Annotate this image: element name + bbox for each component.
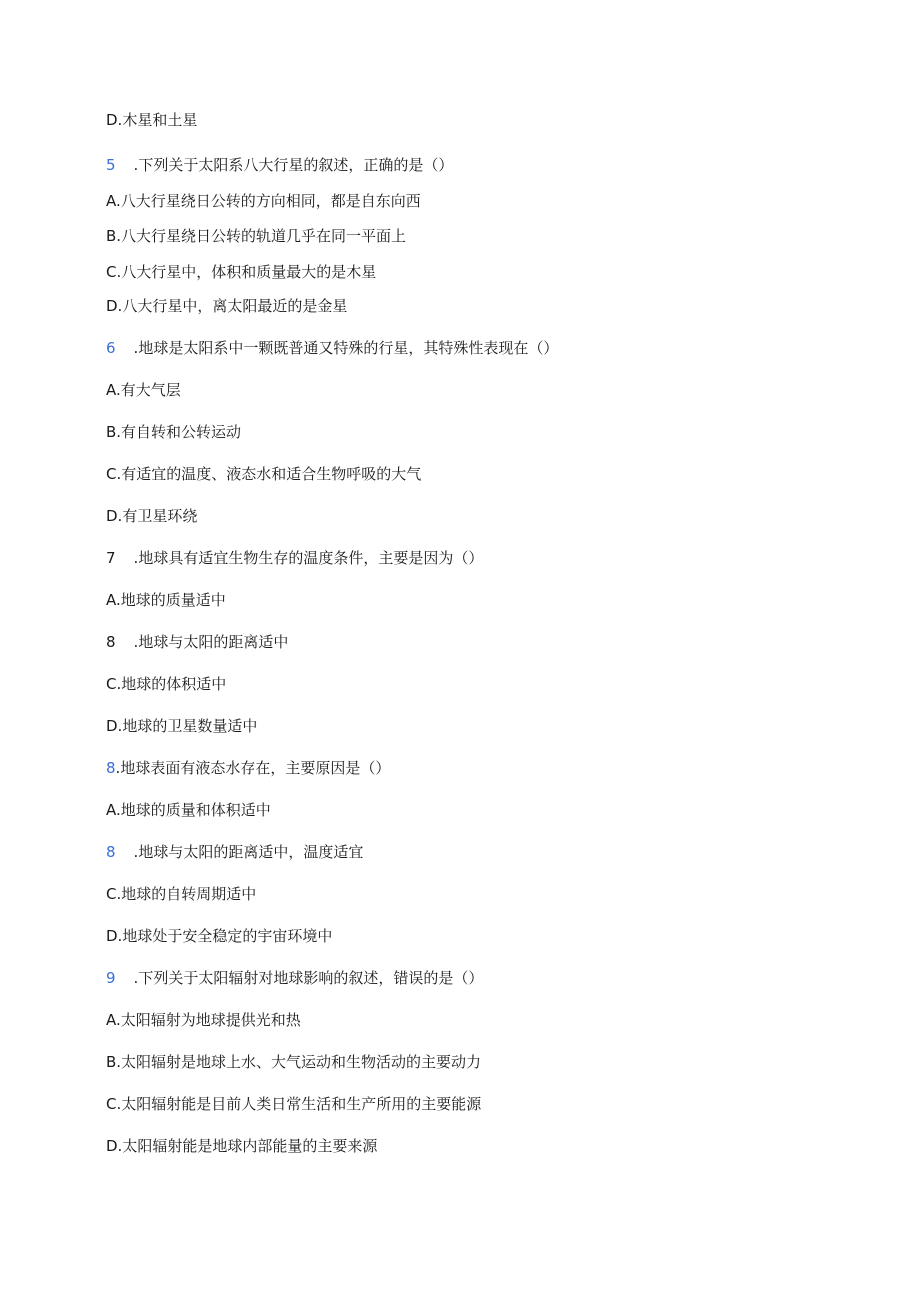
question-number: 8 — [106, 633, 116, 651]
option-line: C.太阳辐射能是目前人类日常生活和生产所用的主要能源 — [106, 1095, 482, 1113]
question-number: 9 — [106, 969, 116, 987]
question-number: 6 — [106, 339, 116, 357]
question-line: 8.地球表面有液态水存在，主要原因是（） — [106, 759, 391, 777]
option-line: C.地球的体积适中 — [106, 675, 227, 693]
option-line: A.八大行星绕日公转的方向相同，都是自东向西 — [106, 192, 421, 210]
question-line: 9 .下列关于太阳辐射对地球影响的叙述，错误的是（） — [106, 969, 484, 987]
option-line: 8 .地球与太阳的距离适中 — [106, 633, 289, 651]
option-line: B.太阳辐射是地球上水、大气运动和生物活动的主要动力 — [106, 1053, 482, 1071]
question-number: 5 — [106, 156, 116, 174]
option-line: C.有适宜的温度、液态水和适合生物呼吸的大气 — [106, 465, 422, 483]
option-line: A.有大气层 — [106, 381, 181, 399]
option-line: D.太阳辐射能是地球内部能量的主要来源 — [106, 1137, 378, 1155]
question-number: 7 — [106, 549, 116, 567]
option-line: D.地球处于安全稳定的宇宙环境中 — [106, 927, 333, 945]
option-line: C.地球的自转周期适中 — [106, 885, 257, 903]
option-line: D.地球的卫星数量适中 — [106, 717, 258, 735]
question-number: 8 — [106, 843, 116, 861]
option-line: B.八大行星绕日公转的轨道几乎在同一平面上 — [106, 227, 407, 245]
question-number: 8 — [106, 759, 116, 777]
question-line: 7 .地球具有适宜生物生存的温度条件，主要是因为（） — [106, 549, 484, 567]
option-line: C.八大行星中，体积和质量最大的是木星 — [106, 263, 377, 281]
option-line: D.有卫星环绕 — [106, 507, 198, 525]
option-line: B.有自转和公转运动 — [106, 423, 242, 441]
option-line: D.木星和土星 — [106, 111, 198, 129]
option-line: D.八大行星中，离太阳最近的是金星 — [106, 297, 348, 315]
option-line: A.地球的质量和体积适中 — [106, 801, 271, 819]
question-line: 6 .地球是太阳系中一颗既普通又特殊的行星，其特殊性表现在（） — [106, 339, 559, 357]
question-line: 5 .下列关于太阳系八大行星的叙述，正确的是（） — [106, 156, 454, 174]
option-line: A.太阳辐射为地球提供光和热 — [106, 1011, 301, 1029]
option-line: 8 .地球与太阳的距离适中，温度适宜 — [106, 843, 364, 861]
option-line: A.地球的质量适中 — [106, 591, 226, 609]
